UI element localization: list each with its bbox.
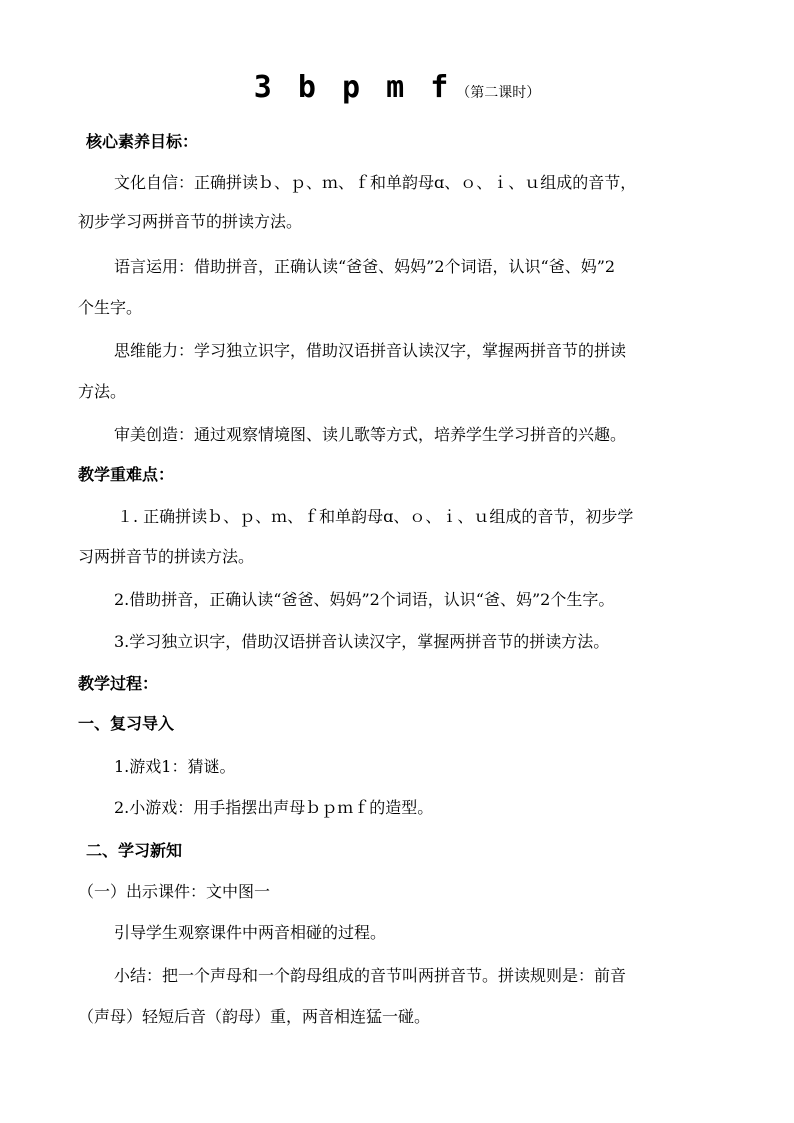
process-heading: 教学过程： [78,674,159,693]
goal-line: 思维能力：学习独立识字，借助汉语拼音认读汉字，掌握两拼音节的拼读 [114,341,627,360]
goal-line: 文化自信：正确拼读ｂ、ｐ、ｍ、ｆ和单韵母ɑ、ｏ、ｉ、ｕ组成的音节， [114,173,637,192]
goal-line: 语言运用：借助拼音，正确认读“爸爸、妈妈”2个词语，认识“爸、妈”2 [114,257,616,276]
section-heading-new-knowledge: 二、学习新知 [86,841,183,860]
list-item: 2.小游戏：用手指摆出声母ｂｐｍｆ的造型。 [114,798,434,817]
section-heading-review: 一、复习导入 [78,714,175,733]
goal-line: 方法。 [78,382,127,401]
body-line: 引导学生观察课件中两音相碰的过程。 [114,923,387,942]
title-main: 3 b p m f [253,70,453,105]
key-point-line: 2.借助拼音，正确认读“爸爸、妈妈”2个词语，认识“爸、妈”2个生字。 [114,590,615,609]
title-subtitle: （第二课时） [456,85,541,101]
goals-heading: 核心素养目标： [86,132,199,151]
goal-line: 审美创造：通过观察情境图、读儿歌等方式，培养学生学习拼音的兴趣。 [114,425,627,444]
key-points-heading: 教学重难点： [78,465,175,484]
key-point-line: 3.学习独立识字，借助汉语拼音认读汉字，掌握两拼音节的拼读方法。 [114,632,610,651]
body-line: 小结：把一个声母和一个韵母组成的音节叫两拼音节。拼读规则是：前音 [114,966,627,985]
body-line: （声母）轻短后音（韵母）重，两音相连猛一碰。 [78,1007,431,1026]
key-point-line: １. 正确拼读ｂ、ｐ、ｍ、ｆ和单韵母ɑ、ｏ、ｉ、ｕ组成的音节，初步学 [117,507,634,526]
list-item: 1.游戏1：猜谜。 [114,757,236,776]
goal-line: 初步学习两拼音节的拼读方法。 [78,212,303,231]
key-point-line: 习两拼音节的拼读方法。 [78,547,255,566]
goal-line: 个生字。 [78,298,143,317]
page-title [0,70,794,105]
subsection-heading: （一）出示课件：文中图一 [78,882,271,901]
